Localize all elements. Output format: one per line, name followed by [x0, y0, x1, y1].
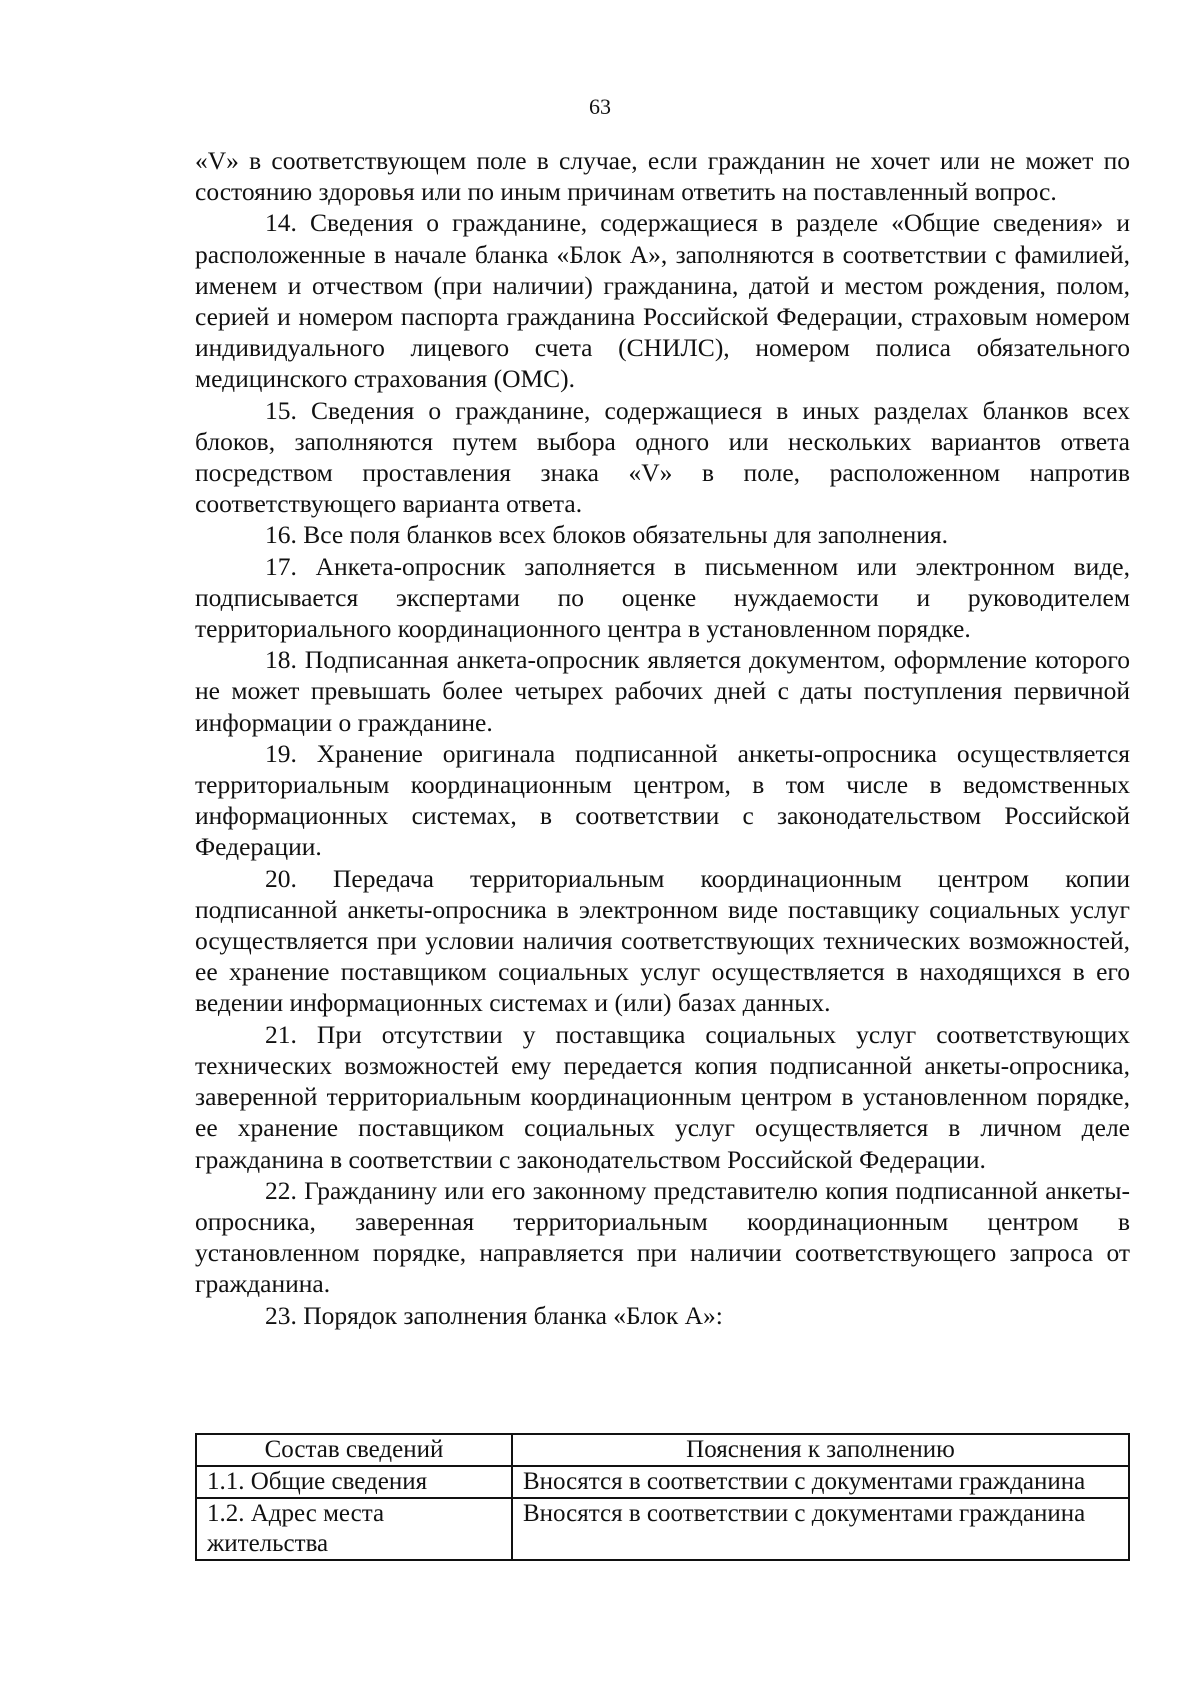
table-header-row	[196, 1434, 1129, 1466]
table-cell-explanation: Вносятся в соответствии с документами гражданина	[512, 1498, 1129, 1560]
paragraph-continuation: «V» в соответствующем поле в случае, если гражданин не хочет или не может по состоянию здоровья или по иным причинам ответить на поставленный вопрос.	[195, 146, 1130, 207]
paragraph-15: 15. Сведения о гражданине, содержащиеся в иных разделах бланков всех блоков, заполняются путем выбора одного или нескольких вариантов ответа посредством проставления знака «V» в поле, расположенном напротив соответствующего варианта ответа.	[195, 395, 1130, 519]
table-header-explanation: Пояснения к заполнению	[512, 1434, 1129, 1466]
paragraph-14: 14. Сведения о гражданине, содержащиеся в разделе «Общие сведения» и расположенные в начале бланка «Блок А», заполняются в соответствии с фамилией, именем и отчеством (при наличии) гражданина, датой и местом рождения, полом, серией и номером паспорта гражданина Российской Федерации, страховым номером индивидуального лицевого счета (СНИЛС), номером полиса обязательного медицинского страхования (ОМС).	[195, 208, 1130, 394]
paragraph-19: 19. Хранение оригинала подписанной анкеты-опросника осуществляется территориальным координационным центром, в том числе в ведомственных информационных системах, в соответствии с законодательством Российской Федерации.	[195, 738, 1130, 862]
paragraph-17: 17. Анкета-опросник заполняется в письменном или электронном виде, подписывается экспертами по оценке нуждаемости и руководителем территориального координационного центра в установленном порядке.	[195, 551, 1130, 644]
paragraph-16: 16. Все поля бланков всех блоков обязательны для заполнения.	[265, 520, 948, 550]
document-body	[195, 145, 1130, 1331]
page-number: 63	[589, 94, 611, 119]
table-cell-explanation: Вносятся в соответствии с документами гражданина	[512, 1466, 1129, 1498]
table-row	[196, 1498, 1129, 1560]
table-header-composition: Состав сведений	[196, 1434, 512, 1466]
paragraph-22: 22. Гражданину или его законному представителю копия подписанной анкеты-опросника, заверенная территориальным координационным центром в установленном порядке, направляется при наличии соответствующего запроса от гражданина.	[195, 1175, 1130, 1299]
table-cell-composition: 1.2. Адрес места жительства	[196, 1498, 512, 1560]
paragraph-21: 21. При отсутствии у поставщика социальных услуг соответствующих технических возможностей ему передается копия подписанной анкеты-опросника, заверенной территориальным координационным центром в установленном порядке, ее хранение поставщиком социальных услуг осуществляется в личном деле гражданина в соответствии с законодательством Российской Федерации.	[195, 1019, 1130, 1174]
block-a-table	[195, 1433, 1130, 1561]
paragraph-20: 20. Передача территориальным координационным центром копии подписанной анкеты-опросника в электронном виде поставщику социальных услуг осуществляется при условии наличия соответствующих технических возможностей, ее хранение поставщиком социальных услуг осуществляется в находящихся в его ведении информационных системах и (или) базах данных.	[195, 863, 1130, 1018]
table-row	[196, 1466, 1129, 1498]
table-cell-composition: 1.1. Общие сведения	[196, 1466, 512, 1498]
paragraph-23: 23. Порядок заполнения бланка «Блок А»:	[265, 1300, 723, 1330]
paragraph-18: 18. Подписанная анкета-опросник является документом, оформление которого не может превышать более четырех рабочих дней с даты поступления первичной информации о гражданине.	[195, 645, 1130, 737]
